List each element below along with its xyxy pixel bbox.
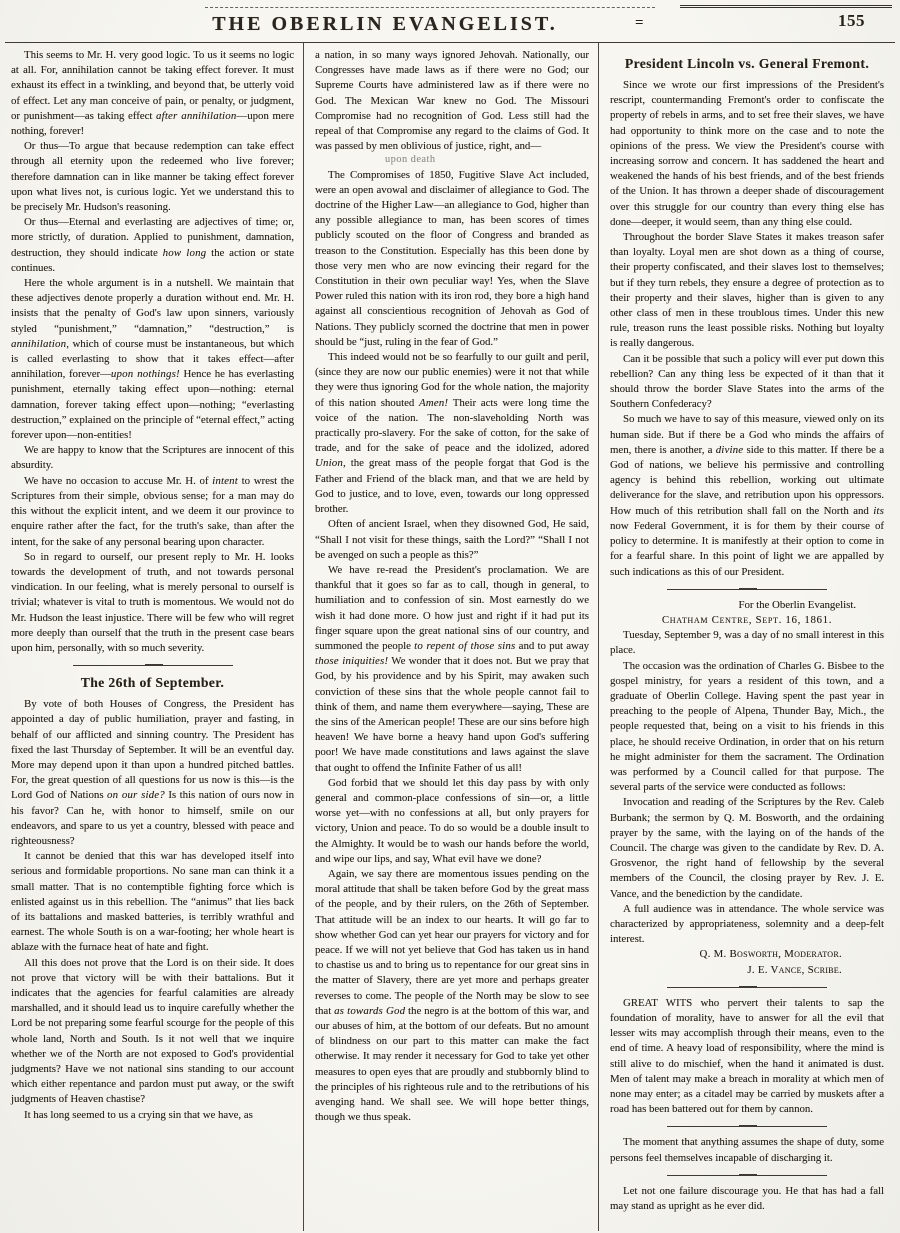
paragraph: Let not one failure discourage you. He that has had a fall may stand as upright as he ever did. bbox=[610, 1184, 884, 1213]
paragraph: We have re-read the President's proclamation. We are thankful that it goes so far as to call, though in general, to humiliation and to confession of sin. Most earnestly do we wish it had done more. O how just and right if it had put its finger square upon the great national sins of our country, and summoned the people to repent of those sins and to put away those iniquities! We wonder that it does not. But we pray that God, by his providence and by his Spirit, may awaken such conviction of these sins that the whole people cannot fail to think of them, and name them everywhere—saying, These are the sins of the American people! These are our sins before high heaven! We have borne a heavy hand upon God's suffering poor! We have made constitutions and laws against the slave that ought to offend the Infinite Father of us all! bbox=[315, 563, 590, 774]
paragraph: Since we wrote our first impressions of the President's rescript, countermanding Fremont's order to confiscate the property of rebels in arms, and to set free their slaves, we have had opportunity to think more on the case and to note the opinions of the press. We view the President's course with increasing sorrow and concern. It has saddened the heart and weakened the hands of his best friends, and of the best friends of the Union. It has thrown a deeper shade of discouragement over this struggle for our country than every thing else has done—deeper, it would seem, than any thing else could. bbox=[610, 79, 884, 228]
section-divider bbox=[667, 1175, 827, 1176]
paragraph: Invocation and reading of the Scriptures by the Rev. Caleb Burbank; the sermon by Q. M. Bosworth, and the ordaining prayer by the same, with the laying on of the hands of the Council. The charge was given to the candidate by Rev. D. A. Grosvenor, the right hand of fellowship by the several members of the Council, the closing prayer by Rev. J. E. Vance, and the benediction by the candidate. bbox=[610, 796, 884, 900]
paragraph: Can it be possible that such a policy will ever put down this rebellion? Can any thing less be expected of it than that it should throw the border Slave States into the arms of the Southern Confederacy? bbox=[610, 352, 884, 411]
paragraph: A full audience was in attendance. The whole service was characterized by appropriateness, solemnity and a deep-felt interest. bbox=[610, 902, 884, 946]
paragraph: It cannot be denied that this war has developed itself into serious and formidable proportions. No sane man can think it a small matter. That is no contemptible fighting force which is enlisted against us in this rebellion. The “animus” that lies back of its battalions and masked batteries, is terribly wrathful and earnest. The whole South is on a war-footing; her whole heart is ablaze with the furnace heat of hate and fight. bbox=[11, 850, 294, 954]
paragraph: So in regard to ourself, our present reply to Mr. H. looks towards the development of truth, and not towards personal vindication. In our feeling, what is merely personal to ourself is trivial; whatever is vital to truth is momentous. We would not do Mr. Hudson the least injustice. There will be few who will regret more deeply than ourself that the truth in the present case bears upon him, personally, with so much severity. bbox=[11, 550, 294, 654]
paragraph: Or thus—Eternal and everlasting are adjectives of time; or, more strictly, of duration. Applied to punishment, damnation, destruction, they should indicate how long the action or state continues. bbox=[11, 216, 294, 274]
paragraph: Again, we say there are momentous issues pending on the moral attitude that shall be taken before God by the great mass of the people, and by their rulers, on the 26th of September. That attitude will be an index to our hearts. It will go far to show whether God can yet hear our prayers for victory and for peace. If we will not yet believe that God has taken us in hand to chastise us and to bring us to repentance for our great sins in the matter of Slavery, there are yet more and perhaps greater reverses to come. The people of the North may be slow to see that as towards God the negro is at the bottom of this war, and our abuses of him, at the bottom of our defeats. But no amount of blindness on our part to this matter can make the fact otherwise. It may render it necessary for God to take yet other measures to open eyes that are proudly and stubbornly blind to the principles of his righteous rule and to the retributions of his avenging hand. We shall see. We will hope better things, though we thus speak. bbox=[315, 867, 589, 1124]
column-2 bbox=[303, 43, 598, 1231]
ghost-overprint-text: upon death bbox=[385, 154, 436, 166]
paragraph: GREAT WITS who pervert their talents to sap the foundation of morality, have to answer for all the evil that lesser wits may accomplish through their means, even to the end of time. A heavy load of responsibility, where the mind is still alive to do mischief, when the hand it animated is dust. Men of talent may make a breach in morality at which men of none may enter; as a citadel may be carried by muskets after a road has been battered out for them by cannon. bbox=[610, 996, 884, 1116]
column-3 bbox=[598, 43, 893, 1231]
page-number: 155 bbox=[838, 11, 865, 30]
masthead bbox=[5, 0, 895, 43]
section-divider bbox=[667, 987, 827, 988]
section-divider bbox=[73, 665, 233, 666]
paragraph: Tuesday, September 9, was a day of no small interest in this place. bbox=[610, 629, 884, 657]
paragraph: The occasion was the ordination of Charles G. Bisbee to the gospel ministry, for years a resident of this town, and a graduate of Oberlin College. Having spent the past year in preaching to the people of Alpena, Thunder Bay, Mich., the people requested that, being on a visit to his friends in this place, he should receive Ordination, in order that on his return he might administer for them the sacrament. The Ordination was performed by a Council called for that purpose. The several parts of the service were conducted as follows: bbox=[610, 659, 884, 794]
column-1 bbox=[8, 43, 303, 1231]
paragraph: We have no occasion to accuse Mr. H. of intent to wrest the Scriptures from their simple, obvious sense; for a man may do this without the explicit intent, and we deem it our province to enquire rather after the fact, for the truth's sake, than after the intent, for the sake of any personal bearing upon character. bbox=[11, 474, 294, 548]
signature-line: J. E. Vance, Scribe. bbox=[747, 963, 842, 976]
masthead-dash-mark: = bbox=[635, 15, 643, 31]
section-divider bbox=[667, 1126, 827, 1127]
paragraph: We are happy to know that the Scriptures are innocent of this absurdity. bbox=[11, 444, 294, 472]
dateline: Chatham Centre, Sept. 16, 1861. bbox=[661, 613, 833, 626]
paragraph: Here the whole argument is in a nutshell. We maintain that these adjectives denote properly a duration without end. Mr. H. insists that the penalty of God's law upon sinners, variously styled “punishment,” “damnation,” “destruction,” is annihilation, which of course must be instantaneous, but which is called everlasting to show that it takes effect—after annihilation, forever—upon nothings! Hence he has everlasting punishment, eternally taking effect upon—nothing: eternal damnation, forever taking effect upon—nothing; “everlasting destruction,” explained on the principle of “eternal effect,” acting forever upon—non-entities! bbox=[11, 277, 294, 442]
paragraph: God forbid that we should let this day pass by with only general and common-place confessions of sin—or, a little worse yet—with no confessions at all, but only prayers for victory, Union and peace. To do so would be a double insult to the Almighty. It would be to wash our hands before the world, and wipe our lips, and say, What evil have we done? bbox=[315, 776, 589, 865]
masthead-title: THE OBERLIN EVANGELIST. bbox=[212, 13, 558, 35]
paragraph-continued: a nation, in so many ways ignored Jehovah. Nationally, our Congresses have made laws as if there were no God; our Supreme Courts have administered law as if there were no God. The Mexican War knew no God. The Missouri Compromise had no recognition of God. Less still had the repeal of that Compromise any regard to the claims of God. It was passed by men oblivious of justice, right, and— bbox=[315, 49, 589, 153]
article-columns bbox=[0, 43, 900, 1231]
paragraph: It has long seemed to us a crying sin that we have, as bbox=[24, 1108, 253, 1121]
article-heading: President Lincoln vs. General Fremont. bbox=[624, 56, 870, 71]
section-divider bbox=[667, 589, 827, 590]
paragraph: The moment that anything assumes the shape of duty, some persons feel themselves incapable of discharging it. bbox=[610, 1136, 884, 1164]
paragraph: So much we have to say of this measure, viewed only on its human side. But if there be a God who minds the affairs of men, there is another, a divine side to this matter. If there be a God of nations, we believe his permissive and controlling agency is behind this rebellion, working out ultimate deliverance for the slave, and retribution upon his oppressors. How much of this retribution shall fall on the North and its now Federal Government, it is for them by their course of policy to determine. It is manifestly at their option to come in for a fearful share. In this point of light we are appalled by such indications as this of our President. bbox=[610, 413, 884, 578]
paragraph: By vote of both Houses of Congress, the President has appointed a day of public humiliation, prayer and fasting, in behalf of our afflicted and sinning country. The President has fixed the last Thursday of September. It will be an eventful day. More may depend upon it than upon a hundred pitched battles. For, the great question of all questions for us now is this—is the Lord God of Nations on our side? Is this nation of ours now in his favor? Can he, with honor to himself, smile on our endeavors, and spare to us yet a country, blessed with peace and righteousness? bbox=[11, 698, 295, 847]
paragraph: The Compromises of 1850, Fugitive Slave Act included, were an open avowal and disclaimer of allegiance to God. The doctrine of the Higher Law—an allegiance to God, higher than any possible allegiance to man, has been scores of times publicly scouted on the floor of Congress and branded as treason to the Constitution. Especially has this been done by those very men who are now evincing their regard for the Constitution in their own peculiar way! Yes, when the Slave Power ruled this nation with its iron rod, they bore a high hand against all conscientious recognition of Jehovah as God of Nations. They publicly scorned the doctrine that men in power should be “just, ruling in the fear of God.” bbox=[315, 168, 589, 348]
paragraph: This indeed would not be so fearfully to our guilt and peril, (since they are now our public enemies) were it not that while they were thus ignoring God for the whole nation, the majority of this nation shouted Amen! Their acts were long time the voice of the nation. The non-slaveholding North was practically pro-slavery. For the sake of cotton, for the sake of trade, and for the sake of peace and the idolized, adored Union, the great mass of the people forgat that God is the Father and Friend of the black man, and that we are held by God to justice, and to love, even, towards our long oppressed brother. bbox=[315, 351, 589, 516]
contribution-byline: For the Oberlin Evangelist. bbox=[738, 598, 856, 611]
signature-line: Q. M. Bosworth, Moderator. bbox=[699, 948, 842, 961]
paragraph: All this does not prove that the Lord is on their side. It does not prove that victory will be with their battalions. But it indicates that the agencies for fearful calamities are already marshalled, and it should lead us to inquire carefully whether the Lord be not preparing some fearful scourge for the people of this whole land, North and South. Is it not well that we inquire whether we of the North are not exposed to God's providential judgments? Have we not national sins standing to our account which either repentance and pardon must put away, or the swift judgments of Heaven chastise? bbox=[11, 956, 294, 1106]
paragraph: Throughout the border Slave States it makes treason safer than loyalty. Loyal men are shot down as a thing of course, their property confiscated, and their slaves lost to themselves; but if they turn rebels, they ensure a degree of protection as to their property and their slaves, higher than is given to any other class of men in these troublous times. Under this new rule, treason runs the least possible risks. Nothing but loyalty is really dangerous. bbox=[610, 231, 884, 350]
paragraph: This seems to Mr. H. very good logic. To us it seems no logic at all. For, annihilation cannot be taking effect forever. It must exhaust its effect in a twinkling, and beyond that, be utterly void of effect. Let any man conceive of pain, or penalty, or judgment, or punishment—as taking effect after annihilation—upon mere nothing, forever! bbox=[11, 49, 295, 138]
paragraph: Or thus—To argue that because redemption can take effect through all eternity upon the redeemed who live forever; therefore damnation can in like manner be taking effect forever upon what lives not, is curious logic. Yet we understand this to be precisely Mr. Hudson's reasoning. bbox=[11, 140, 294, 214]
paragraph: Often of ancient Israel, when they disowned God, He said, “Shall I not visit for these things, saith the Lord?” “Shall I not be avenged on such a people as this?” bbox=[315, 518, 589, 561]
article-heading: The 26th of September. bbox=[80, 675, 225, 691]
